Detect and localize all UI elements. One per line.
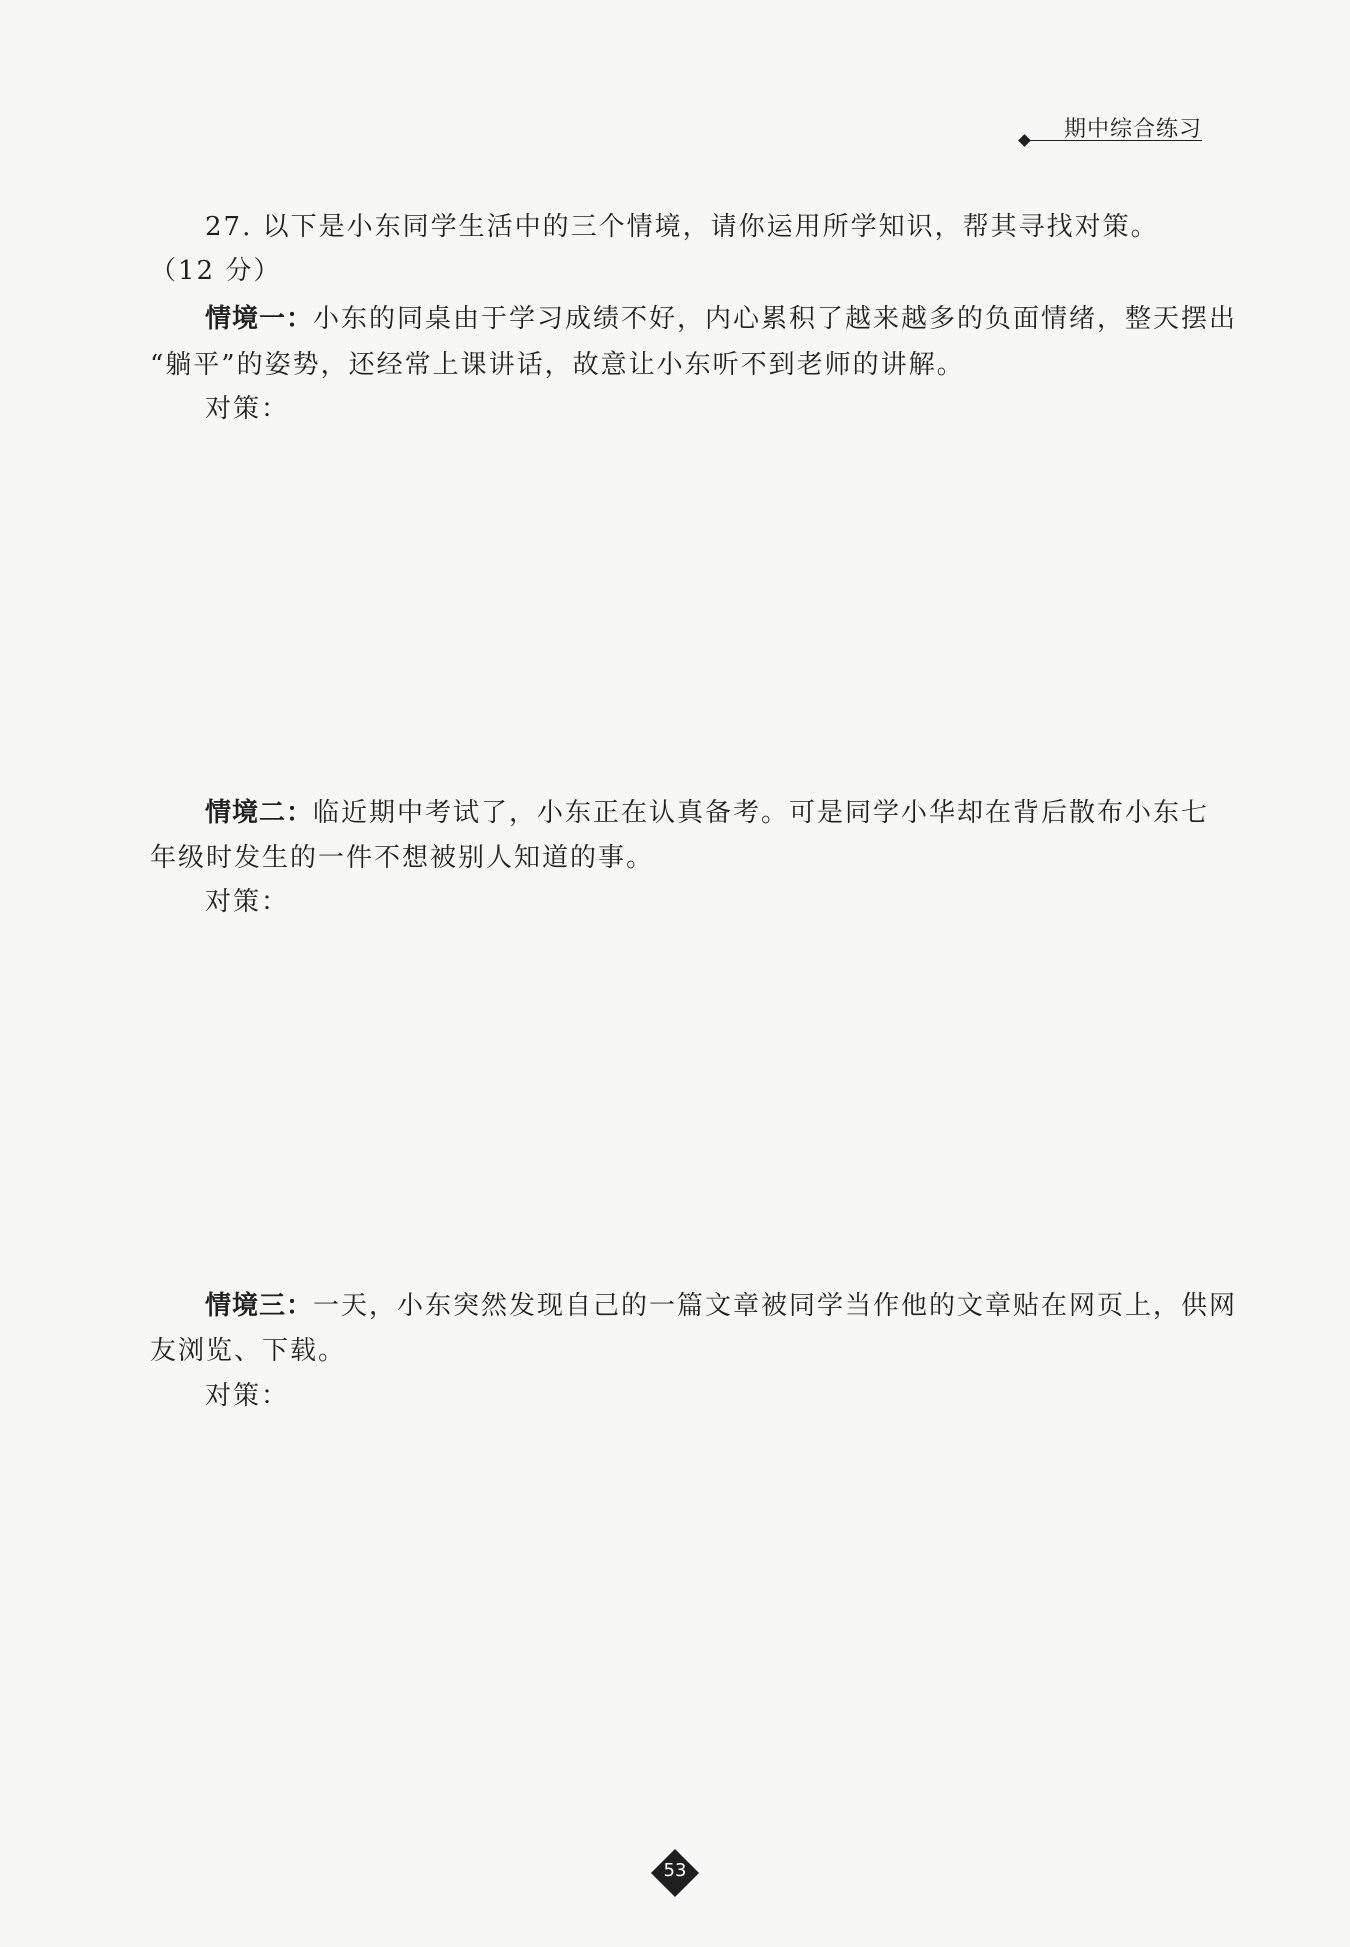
situation-1-answer-label: 对策： <box>205 394 290 424</box>
page-number-badge <box>652 1850 698 1896</box>
situation-3-line1 <box>205 1290 1237 1322</box>
question-stem-line2: （12 分） <box>150 256 282 286</box>
situation-3-text: 一天，小东突然发现自己的一篇文章被同学当作他的文章贴在网页上，供网 <box>313 1291 1238 1321</box>
situation-1-label: 情境一： <box>205 304 314 334</box>
situation-1-text: 小东的同桌由于学习成绩不好，内心累积了越来越多的负面情绪，整天摆出 <box>313 304 1238 334</box>
situation-1-line2: “躺平”的姿势，还经常上课讲话，故意让小东听不到老师的讲解。 <box>150 350 965 380</box>
situation-3-answer-label: 对策： <box>205 1381 290 1411</box>
situation-2-line1 <box>205 797 1209 829</box>
question-stem-line1: 27. 以下是小东同学生活中的三个情境，请你运用所学知识，帮其寻找对策。 <box>205 212 1159 242</box>
situation-1-answer-area[interactable] <box>150 440 1200 780</box>
situation-2-line2: 年级时发生的一件不想被别人知道的事。 <box>150 843 655 873</box>
page-header <box>1020 110 1202 146</box>
situation-3-label: 情境三： <box>205 1291 314 1321</box>
header-title: 期中综合练习 <box>1063 117 1202 142</box>
situation-2-text: 临近期中考试了，小东正在认真备考。可是同学小华却在背后散布小东七 <box>313 798 1210 828</box>
situation-2-answer-area[interactable] <box>150 934 1200 1274</box>
situation-3-line2: 友浏览、下载。 <box>150 1336 347 1366</box>
situation-2-answer-label: 对策： <box>205 887 290 917</box>
situation-3-answer-area[interactable] <box>150 1428 1200 1808</box>
situation-1-line1 <box>205 303 1237 335</box>
situation-2-label: 情境二： <box>205 798 314 828</box>
page-number: 53 <box>663 1860 687 1881</box>
